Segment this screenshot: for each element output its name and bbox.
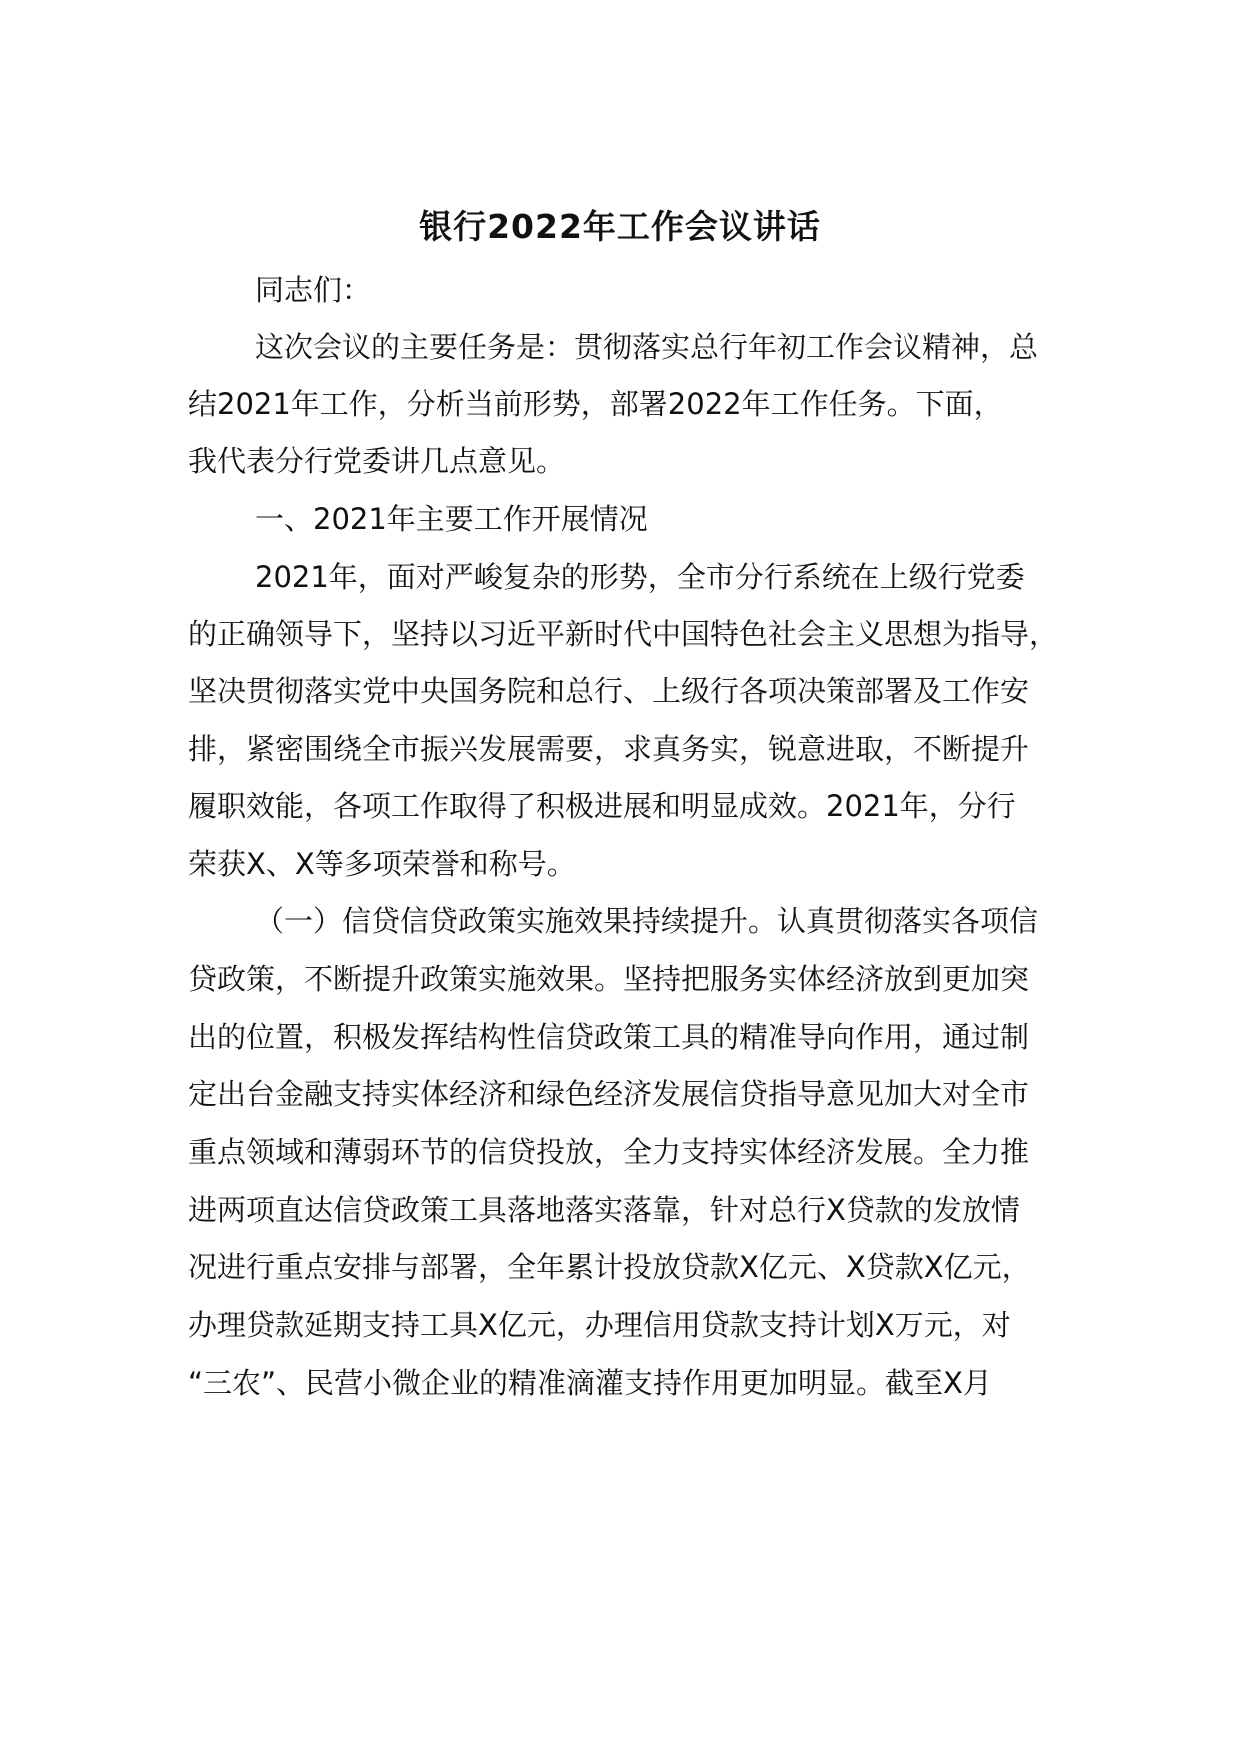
paragraph-line: 我代表分行党委讲几点意见。 (188, 444, 566, 478)
paragraph-line: 重点领域和薄弱环节的信贷投放，全力支持实体经济发展。全力推 (188, 1135, 1030, 1169)
paragraph-line: 出的位置，积极发挥结构性信贷政策工具的精准导向作用，通过制 (188, 1020, 1030, 1054)
paragraph-line: 结2021年工作，分析当前形势，部署2022年工作任务。下面， (188, 387, 1003, 421)
paragraph-line: 履职效能，各项工作取得了积极进展和明显成效。2021年，分行 (188, 789, 1016, 823)
paragraph-line: 这次会议的主要任务是：贯彻落实总行年初工作会议精神，总 (255, 330, 1039, 364)
paragraph-line: 荣获X、X等多项荣誉和称号。 (188, 847, 576, 881)
paragraph-line: 办理贷款延期支持工具X亿元，办理信用贷款支持计划X万元，对 (188, 1308, 1011, 1342)
paragraph-line: 排，紧密围绕全市振兴发展需要，求真务实，锐意进取，不断提升 (188, 732, 1030, 766)
paragraph-line: 况进行重点安排与部署，全年累计投放贷款X亿元、X贷款X亿元， (188, 1250, 1031, 1284)
paragraph-line: 贷政策，不断提升政策实施效果。坚持把服务实体经济放到更加突 (188, 962, 1030, 996)
paragraph-line: 坚决贯彻落实党中央国务院和总行、上级行各项决策部署及工作安 (188, 674, 1030, 708)
section-heading: 一、2021年主要工作开展情况 (255, 502, 648, 536)
paragraph-line: “三农”、民营小微企业的精准滴灌支持作用更加明显。截至X月 (188, 1366, 992, 1400)
salutation: 同志们： (255, 273, 372, 307)
paragraph-line: 定出台金融支持实体经济和绿色经济发展信贷指导意见加大对全市 (188, 1077, 1030, 1111)
paragraph-line: 的正确领导下，坚持以习近平新时代中国特色社会主义思想为指导， (188, 617, 1059, 651)
subsection-heading-line: （一）信贷信贷政策实施效果持续提升。认真贯彻落实各项信 (255, 904, 1039, 938)
document-title: 银行2022年工作会议讲话 (419, 207, 821, 246)
paragraph-line: 2021年，面对严峻复杂的形势，全市分行系统在上级行党委 (255, 560, 1025, 594)
paragraph-line: 进两项直达信贷政策工具落地落实落靠，针对总行X贷款的发放情 (188, 1193, 1020, 1227)
